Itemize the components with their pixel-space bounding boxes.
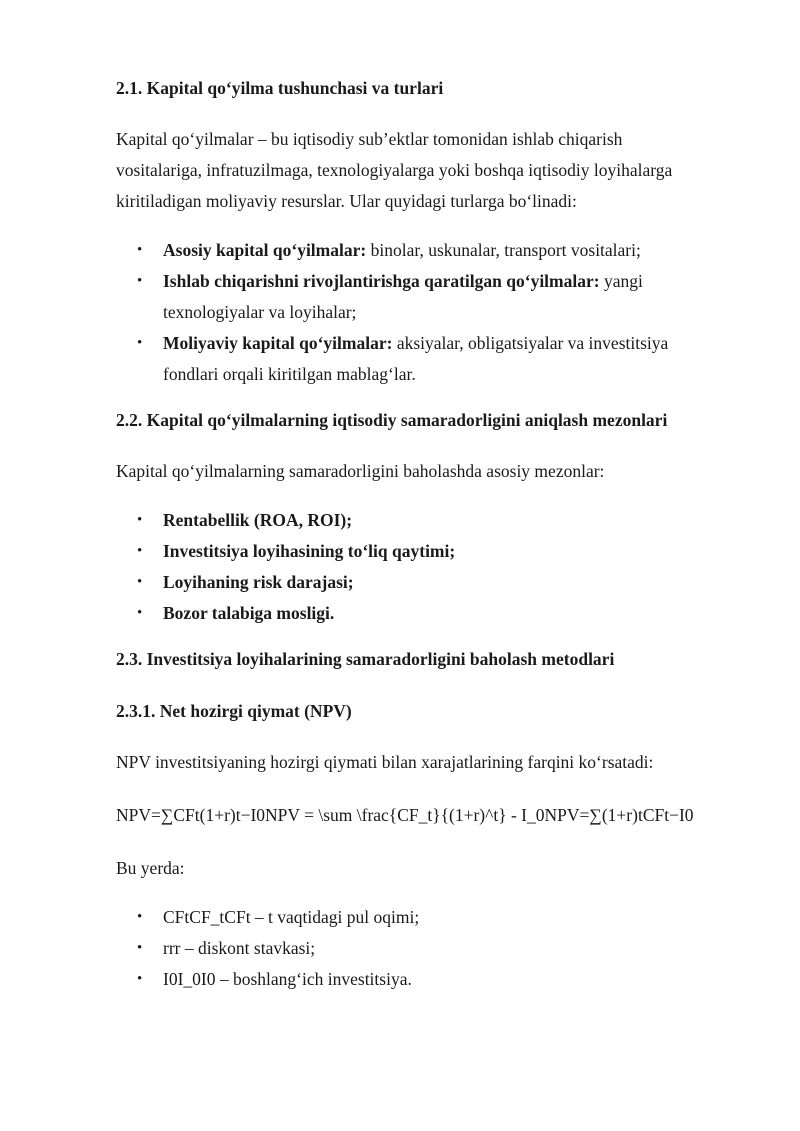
bullet-icon: • bbox=[137, 909, 143, 925]
list-item-text: rrr – diskont stavkasi; bbox=[163, 938, 316, 958]
section-2-1-paragraph bbox=[116, 124, 756, 217]
list-item bbox=[116, 235, 756, 266]
section-2-2-paragraph: Kapital qo‘yilmalarning samaradorligini baholashda asosiy mezonlar: bbox=[116, 461, 605, 481]
bullet-icon: • bbox=[137, 512, 143, 528]
formula-variables-list bbox=[116, 902, 756, 995]
bullet-icon: • bbox=[137, 543, 143, 559]
document-page bbox=[116, 74, 756, 995]
list-item-term: Investitsiya loyihasining to‘liq qaytimi; bbox=[163, 541, 456, 561]
list-item bbox=[116, 328, 756, 390]
section-heading-2-2: 2.2. Kapital qo‘yilmalarning iqtisodiy samaradorligini aniqlash mezonlari bbox=[116, 410, 668, 430]
section-heading-2-3: 2.3. Investitsiya loyihalarining samaradorligini baholash metodlari bbox=[116, 649, 615, 669]
list-item bbox=[116, 536, 756, 567]
where-label: Bu yerda: bbox=[116, 858, 185, 878]
list-item-term: Ishlab chiqarishni rivojlantirishga qaratilgan qo‘yilmalar: bbox=[163, 271, 600, 291]
list-item bbox=[116, 505, 756, 536]
capital-investment-types-list bbox=[116, 235, 756, 390]
list-item-term: Rentabellik (ROA, ROI); bbox=[163, 510, 353, 530]
bullet-icon: • bbox=[137, 971, 143, 987]
bullet-icon: • bbox=[137, 605, 143, 621]
list-item-term: Loyihaning risk darajasi; bbox=[163, 572, 354, 592]
list-item-text: I0I_0I0 – boshlang‘ich investitsiya. bbox=[163, 969, 412, 989]
npv-intro-paragraph: NPV investitsiyaning hozirgi qiymati bilan xarajatlarining farqini ko‘rsatadi: bbox=[116, 752, 654, 772]
paragraph-line: Kapital qo‘yilmalar – bu iqtisodiy sub’ektlar tomonidan ishlab chiqarish bbox=[116, 129, 623, 149]
efficiency-criteria-list bbox=[116, 505, 756, 629]
bullet-icon: • bbox=[137, 940, 143, 956]
npv-formula: NPV=∑CFt(1+r)t−I0NPV = \sum \frac{CF_t}{(1+r)^t} - I_0NPV=∑(1+r)tCFt−I0 bbox=[116, 805, 694, 825]
subsection-heading-npv: 2.3.1. Net hozirgi qiymat (NPV) bbox=[116, 701, 352, 721]
list-item-text: fondlari orqali kiritilgan mablag‘lar. bbox=[163, 364, 416, 384]
bullet-icon: • bbox=[137, 574, 143, 590]
list-item bbox=[116, 964, 756, 995]
list-item-text: CFtCF_tCFt – t vaqtidagi pul oqimi; bbox=[163, 907, 420, 927]
section-heading-2-1: 2.1. Kapital qo‘yilma tushunchasi va turlari bbox=[116, 78, 444, 98]
list-item bbox=[116, 266, 756, 328]
bullet-icon: • bbox=[137, 242, 143, 258]
list-item-term: Bozor talabiga mosligi. bbox=[163, 603, 335, 623]
paragraph-line: kiritiladigan moliyaviy resurslar. Ular quyidagi turlarga bo‘linadi: bbox=[116, 191, 577, 211]
list-item bbox=[116, 567, 756, 598]
list-item bbox=[116, 933, 756, 964]
list-item bbox=[116, 598, 756, 629]
list-item-text: texnologiyalar va loyihalar; bbox=[163, 302, 357, 322]
list-item-term: Asosiy kapital qo‘yilmalar: bbox=[163, 240, 367, 260]
bullet-icon: • bbox=[137, 273, 143, 289]
list-item-term: Moliyaviy kapital qo‘yilmalar: bbox=[163, 333, 393, 353]
bullet-icon: • bbox=[137, 335, 143, 351]
list-item-text: aksiyalar, obligatsiyalar va investitsiya bbox=[392, 333, 669, 353]
paragraph-line: vositalariga, infratuzilmaga, texnologiyalarga yoki boshqa iqtisodiy loyihalarga bbox=[116, 160, 673, 180]
list-item bbox=[116, 902, 756, 933]
list-item-text: yangi bbox=[599, 271, 643, 291]
list-item-text: binolar, uskunalar, transport vositalari; bbox=[366, 240, 641, 260]
